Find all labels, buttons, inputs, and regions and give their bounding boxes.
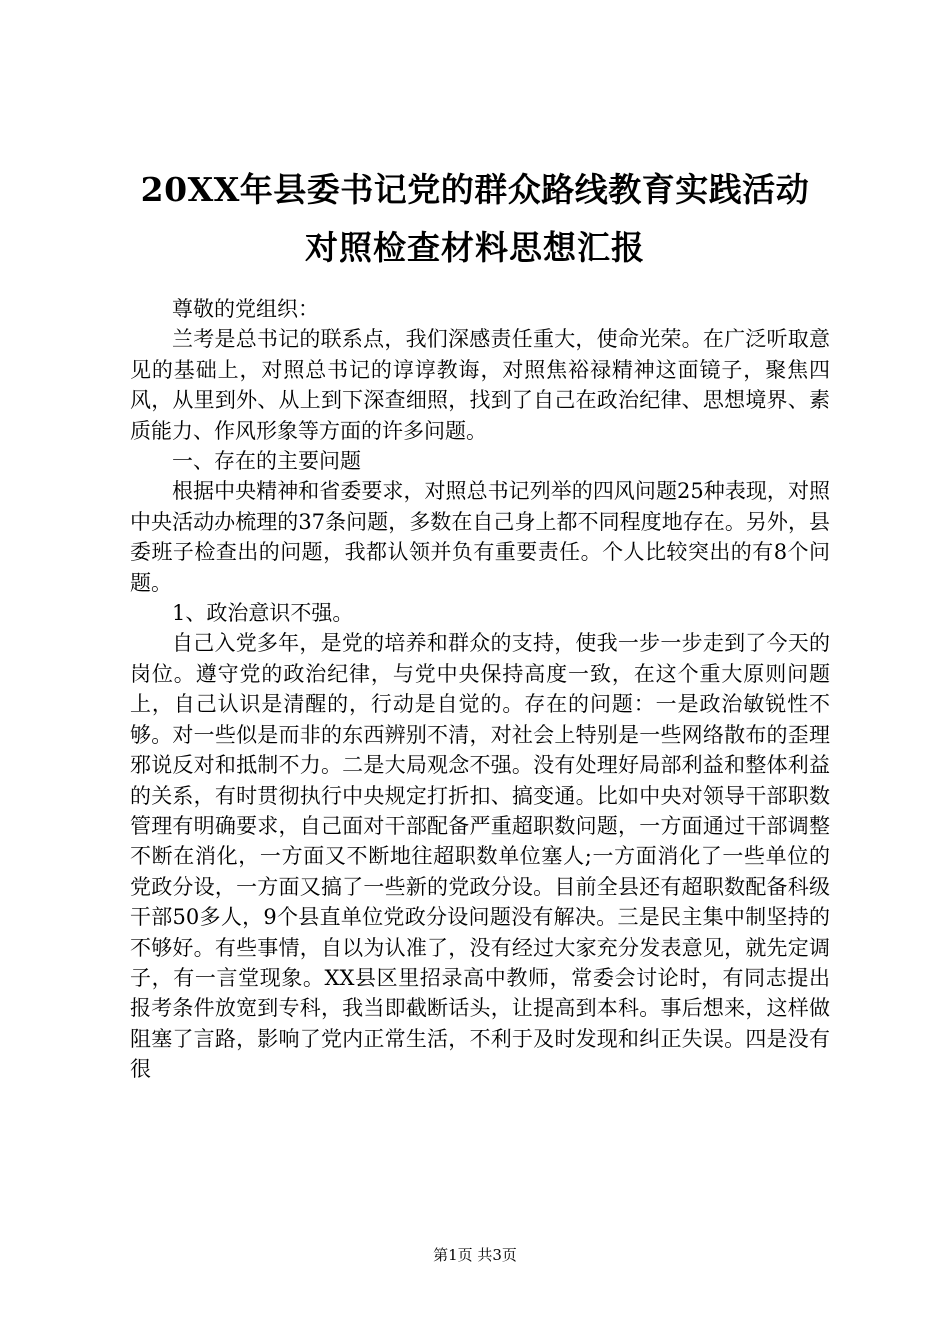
body-paragraph: 兰考是总书记的联系点，我们深感责任重大，使命光荣。在广泛听取意见的基础上，对照总书记的谆谆教诲，对照焦裕禄精神这面镜子，聚焦四风，从里到外、从上到下深查细照，找到了自己在政治纪律、思想境界、素质能力、作风形象等方面的许多问题。 [130,327,830,443]
section-heading: 一、存在的主要问题 [172,449,361,474]
page-number-footer: 第1页 共3页 [433,1246,517,1264]
subsection-heading: 1、政治意识不强。 [172,601,354,626]
body-paragraph: 自己入党多年，是党的培养和群众的支持，使我一步一步走到了今天的岗位。遵守党的政治纪律，与党中央保持高度一致，在这个重大原则问题上，自己认识是清醒的，行动是自觉的。存在的问题：一是政治敏锐性不够。对一些似是而非的东西辨别不清，对社会上特别是一些网络散布的歪理邪说反对和抵制不力。二是大局观念不强。没有处理好局部利益和整体利益的关系，有时贯彻执行中央规定打折扣、搞变通。比如中央对领导干部职数管理有明确要求，自己面对干部配备严重超职数问题，一方面通过干部调整不断在消化，一方面又不断地往超职数单位塞人;一方面消化了一些单位的党政分设，一方面又搞了一些新的党政分设。目前全县还有超职数配备科级干部50多人，9个县直单位党政分设问题没有解决。三是民主集中制坚持的不够好。有些事情，自以为认准了，没有经过大家充分发表意见，就先定调子，有一言堂现象。XX县区里招录高中教师，常委会讨论时，有同志提出报考条件放宽到专科，我当即截断话头，让提高到本科。事后想来，这样做阻塞了言路，影响了党内正常生活，不利于及时发现和纠正失误。四是没有很 [130,631,830,1082]
document-body [130,294,830,1085]
salutation: 尊敬的党组织： [172,297,319,321]
document-title-line-2: 对照检查材料思想汇报 [305,228,645,267]
body-paragraph: 根据中央精神和省委要求，对照总书记列举的四风问题25种表现，对照中央活动办梳理的37条问题，多数在自己身上都不同程度地存在。另外，县委班子检查出的问题，我都认领并负有重要责任。个人比较突出的有8个问题。 [130,479,830,595]
document-title-line-1: 20XX年县委书记党的群众路线教育实践活动 [140,170,810,209]
